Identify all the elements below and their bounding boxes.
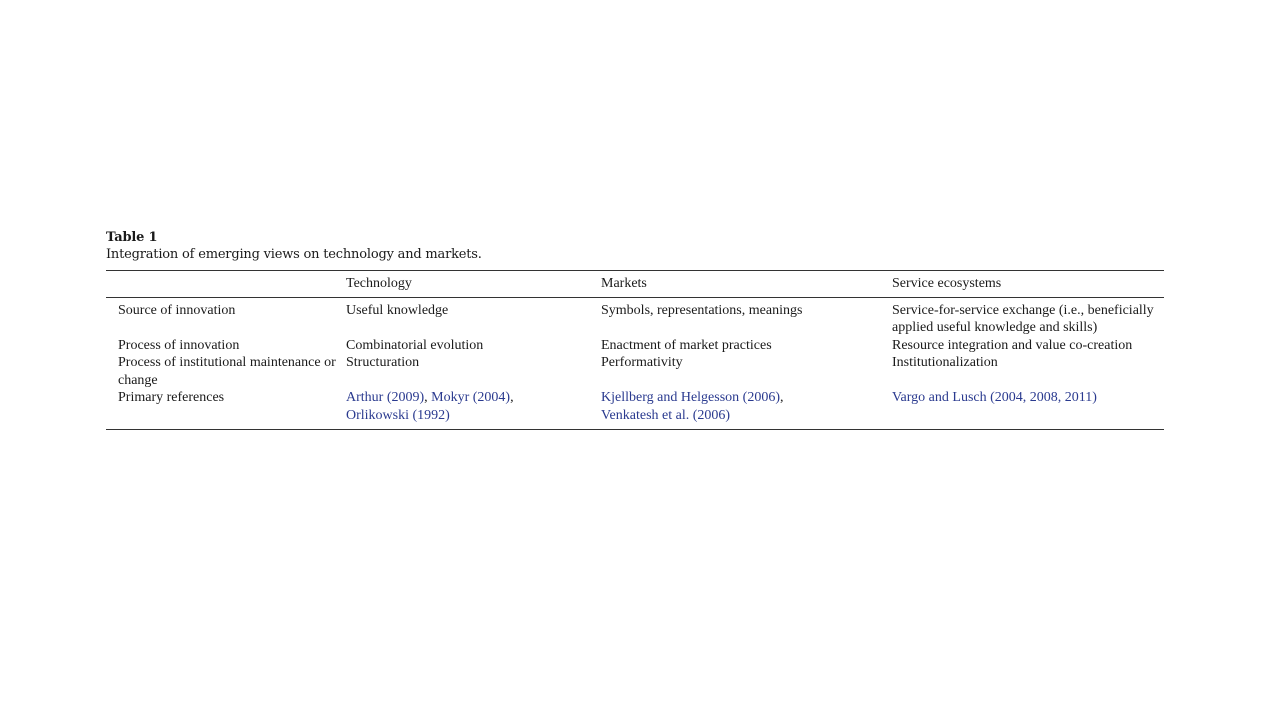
table-row (106, 337, 1164, 355)
header-cell-service-ecosystems: Service ecosystems (892, 276, 1002, 291)
cell-markets: Performativity (601, 355, 683, 370)
table-row-references (106, 389, 1164, 430)
reference-link[interactable]: Arthur (2009) (346, 390, 425, 405)
cell-technology: Structuration (346, 355, 420, 370)
cell-markets: Enactment of market practices (601, 337, 772, 353)
cell-service: Service-for-service exchange (i.e., beneficially applied useful knowledge and skills) (892, 302, 1154, 335)
table-header-row (106, 271, 1164, 298)
cell-service: Institutionalization (892, 355, 998, 370)
row-label: Source of innovation (118, 302, 236, 318)
cell-markets: Symbols, representations, meanings (601, 302, 803, 318)
table-label: Table 1 (106, 230, 158, 245)
table-row (106, 354, 1164, 389)
header-cell-empty (106, 271, 346, 298)
table-figure (106, 229, 1164, 430)
cell-service: Resource integration and value co-creation (892, 337, 1133, 353)
header-cell-technology: Technology (346, 276, 412, 291)
cell-markets-refs: Kjellberg and Helgesson (2006), Venkatesh et al. (2006) (601, 390, 784, 423)
cell-service-refs (892, 389, 1164, 430)
reference-link[interactable]: Vargo and Lusch (2004, 2008, 2011) (892, 390, 1097, 405)
reference-link[interactable]: Mokyr (2004) (431, 390, 511, 405)
reference-link[interactable]: Venkatesh et al. (2006) (601, 407, 731, 423)
row-label: Process of institutional maintenance or change (118, 355, 336, 388)
cell-technology-refs: Arthur (2009), Mokyr (2004), Orlikowski (1992) (346, 390, 514, 423)
reference-link[interactable]: Kjellberg and Helgesson (2006) (601, 390, 780, 405)
cell-technology: Useful knowledge (346, 302, 449, 318)
table-caption: Integration of emerging views on technology and markets. (106, 247, 482, 262)
reference-link[interactable]: Orlikowski (1992) (346, 407, 450, 423)
row-label: Process of innovation (118, 337, 240, 353)
cell-technology: Combinatorial evolution (346, 337, 484, 353)
table-row (106, 297, 1164, 337)
data-table (106, 270, 1164, 430)
row-label: Primary references (118, 390, 225, 405)
header-cell-markets: Markets (601, 276, 647, 291)
